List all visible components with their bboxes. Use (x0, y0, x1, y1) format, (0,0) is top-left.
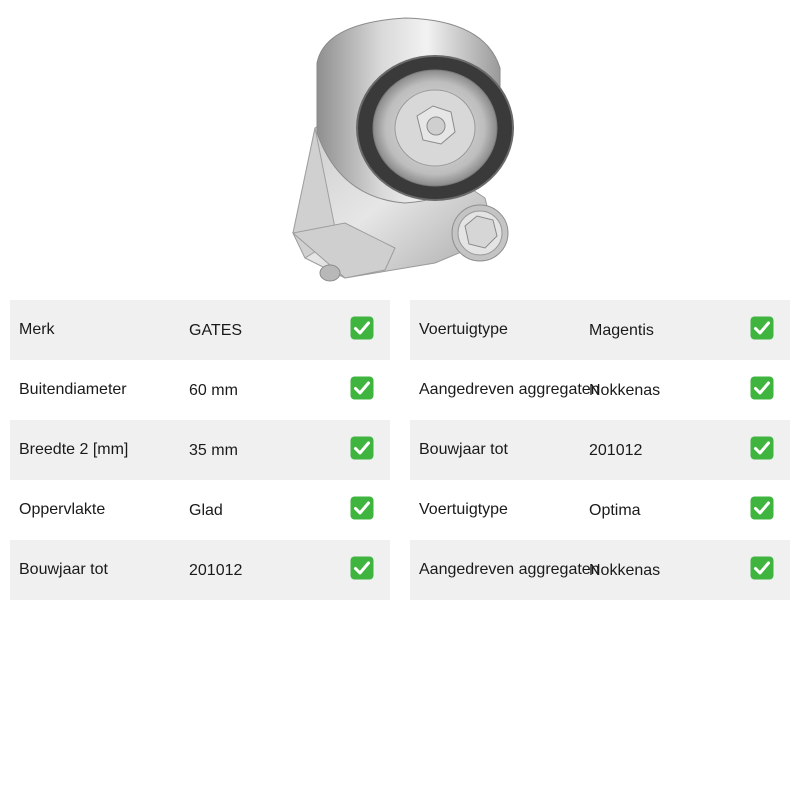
spec-value: 60 mm (189, 382, 238, 399)
spec-label: Aangedreven aggregaten (419, 381, 600, 398)
check-mark-button-icon (350, 436, 374, 460)
spec-value: 35 mm (189, 442, 238, 459)
spec-value: 201012 (189, 562, 243, 579)
spec-row (410, 300, 790, 360)
spec-row (10, 480, 390, 540)
spec-value: Glad (189, 502, 223, 519)
spec-row (410, 540, 790, 600)
spec-table-right (410, 300, 790, 600)
spec-value: Nokkenas (589, 562, 661, 579)
spec-row (10, 540, 390, 600)
spec-value: GATES (189, 322, 243, 339)
spec-label: Breedte 2 [mm] (19, 441, 129, 458)
spec-table-left (10, 300, 390, 600)
check-mark-button-icon (350, 496, 374, 520)
spec-label: Voertuigtype (419, 501, 508, 518)
spec-label: Voertuigtype (419, 321, 508, 338)
spec-row (410, 420, 790, 480)
check-mark-button-icon (750, 316, 774, 340)
spec-row (410, 360, 790, 420)
spec-value: Optima (589, 502, 641, 519)
spec-value: 201012 (589, 442, 643, 459)
check-mark-button-icon (750, 496, 774, 520)
check-mark-button-icon (750, 436, 774, 460)
spec-row (10, 420, 390, 480)
spec-label: Bouwjaar tot (419, 441, 508, 458)
spec-value: Magentis (589, 322, 654, 339)
spec-label: Aangedreven aggregaten (419, 561, 600, 578)
check-mark-button-icon (350, 376, 374, 400)
spec-row (10, 300, 390, 360)
check-mark-button-icon (350, 316, 374, 340)
spec-label: Oppervlakte (19, 501, 106, 518)
spec-row (410, 480, 790, 540)
spec-row (10, 360, 390, 420)
tensioner-pulley-illustration (285, 8, 515, 292)
spec-label: Buitendiameter (19, 381, 127, 398)
check-mark-button-icon (350, 556, 374, 580)
check-mark-button-icon (750, 376, 774, 400)
spec-value: Nokkenas (589, 382, 661, 399)
spec-label: Bouwjaar tot (19, 561, 108, 578)
spec-label: Merk (19, 321, 55, 338)
check-mark-button-icon (750, 556, 774, 580)
product-image (285, 8, 515, 292)
